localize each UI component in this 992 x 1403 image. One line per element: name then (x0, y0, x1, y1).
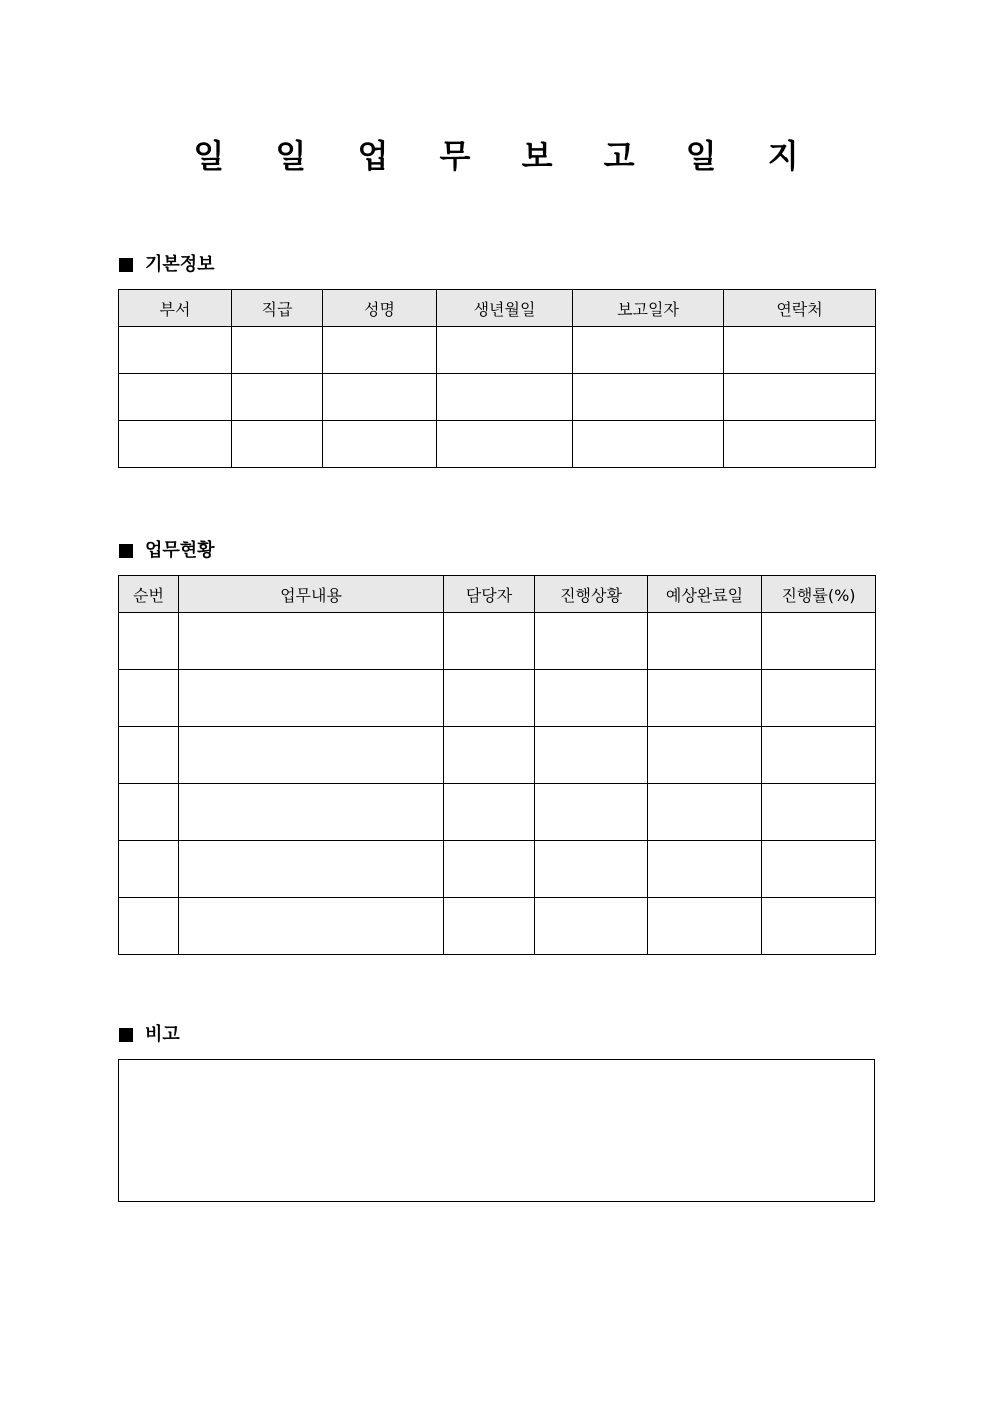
number-cell[interactable] (119, 670, 179, 727)
column-header-contact: 연락처 (724, 290, 876, 327)
rank-cell[interactable] (232, 374, 323, 421)
basic-info-table (118, 289, 876, 468)
report-date-cell[interactable] (573, 421, 724, 468)
name-cell[interactable] (323, 327, 437, 374)
table-row (119, 727, 876, 784)
square-bullet-icon (119, 544, 133, 558)
name-cell[interactable] (323, 374, 437, 421)
column-header-department: 부서 (119, 290, 232, 327)
task-cell[interactable] (179, 898, 444, 955)
work-status-heading-label: 업무현황 (145, 540, 215, 561)
table-row (119, 421, 876, 468)
task-cell[interactable] (179, 784, 444, 841)
number-cell[interactable] (119, 613, 179, 670)
due-date-cell[interactable] (648, 613, 762, 670)
basic-info-heading (119, 253, 215, 277)
table-row (119, 784, 876, 841)
column-header-progress: 진행률(%) (762, 576, 876, 613)
task-cell[interactable] (179, 841, 444, 898)
column-header-status: 진행상황 (535, 576, 648, 613)
contact-cell[interactable] (724, 374, 876, 421)
remarks-box[interactable] (118, 1059, 875, 1202)
column-header-due-date: 예상완료일 (648, 576, 762, 613)
progress-cell[interactable] (762, 613, 876, 670)
column-header-task: 업무내용 (179, 576, 444, 613)
work-status-table (118, 575, 876, 955)
square-bullet-icon (119, 1028, 133, 1042)
column-header-report-date: 보고일자 (573, 290, 724, 327)
contact-cell[interactable] (724, 327, 876, 374)
number-cell[interactable] (119, 727, 179, 784)
assignee-cell[interactable] (444, 841, 535, 898)
progress-cell[interactable] (762, 841, 876, 898)
assignee-cell[interactable] (444, 784, 535, 841)
assignee-cell[interactable] (444, 727, 535, 784)
birthdate-cell[interactable] (437, 327, 573, 374)
contact-cell[interactable] (724, 421, 876, 468)
remarks-heading-label: 비고 (145, 1024, 180, 1045)
rank-cell[interactable] (232, 421, 323, 468)
table-row (119, 327, 876, 374)
basic-info-header-row (119, 290, 876, 327)
assignee-cell[interactable] (444, 613, 535, 670)
task-cell[interactable] (179, 727, 444, 784)
due-date-cell[interactable] (648, 841, 762, 898)
column-header-name: 성명 (323, 290, 437, 327)
status-cell[interactable] (535, 613, 648, 670)
column-header-assignee: 담당자 (444, 576, 535, 613)
progress-cell[interactable] (762, 784, 876, 841)
status-cell[interactable] (535, 841, 648, 898)
department-cell[interactable] (119, 374, 232, 421)
square-bullet-icon (119, 258, 133, 272)
table-row (119, 374, 876, 421)
department-cell[interactable] (119, 327, 232, 374)
status-cell[interactable] (535, 727, 648, 784)
table-row (119, 898, 876, 955)
progress-cell[interactable] (762, 670, 876, 727)
due-date-cell[interactable] (648, 727, 762, 784)
work-status-heading (119, 539, 215, 563)
name-cell[interactable] (323, 421, 437, 468)
progress-cell[interactable] (762, 898, 876, 955)
progress-cell[interactable] (762, 727, 876, 784)
department-cell[interactable] (119, 421, 232, 468)
column-header-number: 순번 (119, 576, 179, 613)
table-row (119, 613, 876, 670)
column-header-rank: 직급 (232, 290, 323, 327)
due-date-cell[interactable] (648, 898, 762, 955)
number-cell[interactable] (119, 841, 179, 898)
basic-info-heading-label: 기본정보 (145, 254, 215, 275)
table-row (119, 670, 876, 727)
number-cell[interactable] (119, 784, 179, 841)
table-row (119, 841, 876, 898)
work-status-header-row (119, 576, 876, 613)
document-title: 일 일 업 무 보 고 일 지 (193, 137, 819, 175)
report-date-cell[interactable] (573, 327, 724, 374)
assignee-cell[interactable] (444, 898, 535, 955)
task-cell[interactable] (179, 670, 444, 727)
status-cell[interactable] (535, 784, 648, 841)
rank-cell[interactable] (232, 327, 323, 374)
assignee-cell[interactable] (444, 670, 535, 727)
status-cell[interactable] (535, 898, 648, 955)
column-header-birthdate: 생년월일 (437, 290, 573, 327)
task-cell[interactable] (179, 613, 444, 670)
birthdate-cell[interactable] (437, 374, 573, 421)
report-date-cell[interactable] (573, 374, 724, 421)
remarks-heading (119, 1023, 180, 1047)
birthdate-cell[interactable] (437, 421, 573, 468)
due-date-cell[interactable] (648, 670, 762, 727)
status-cell[interactable] (535, 670, 648, 727)
due-date-cell[interactable] (648, 784, 762, 841)
number-cell[interactable] (119, 898, 179, 955)
